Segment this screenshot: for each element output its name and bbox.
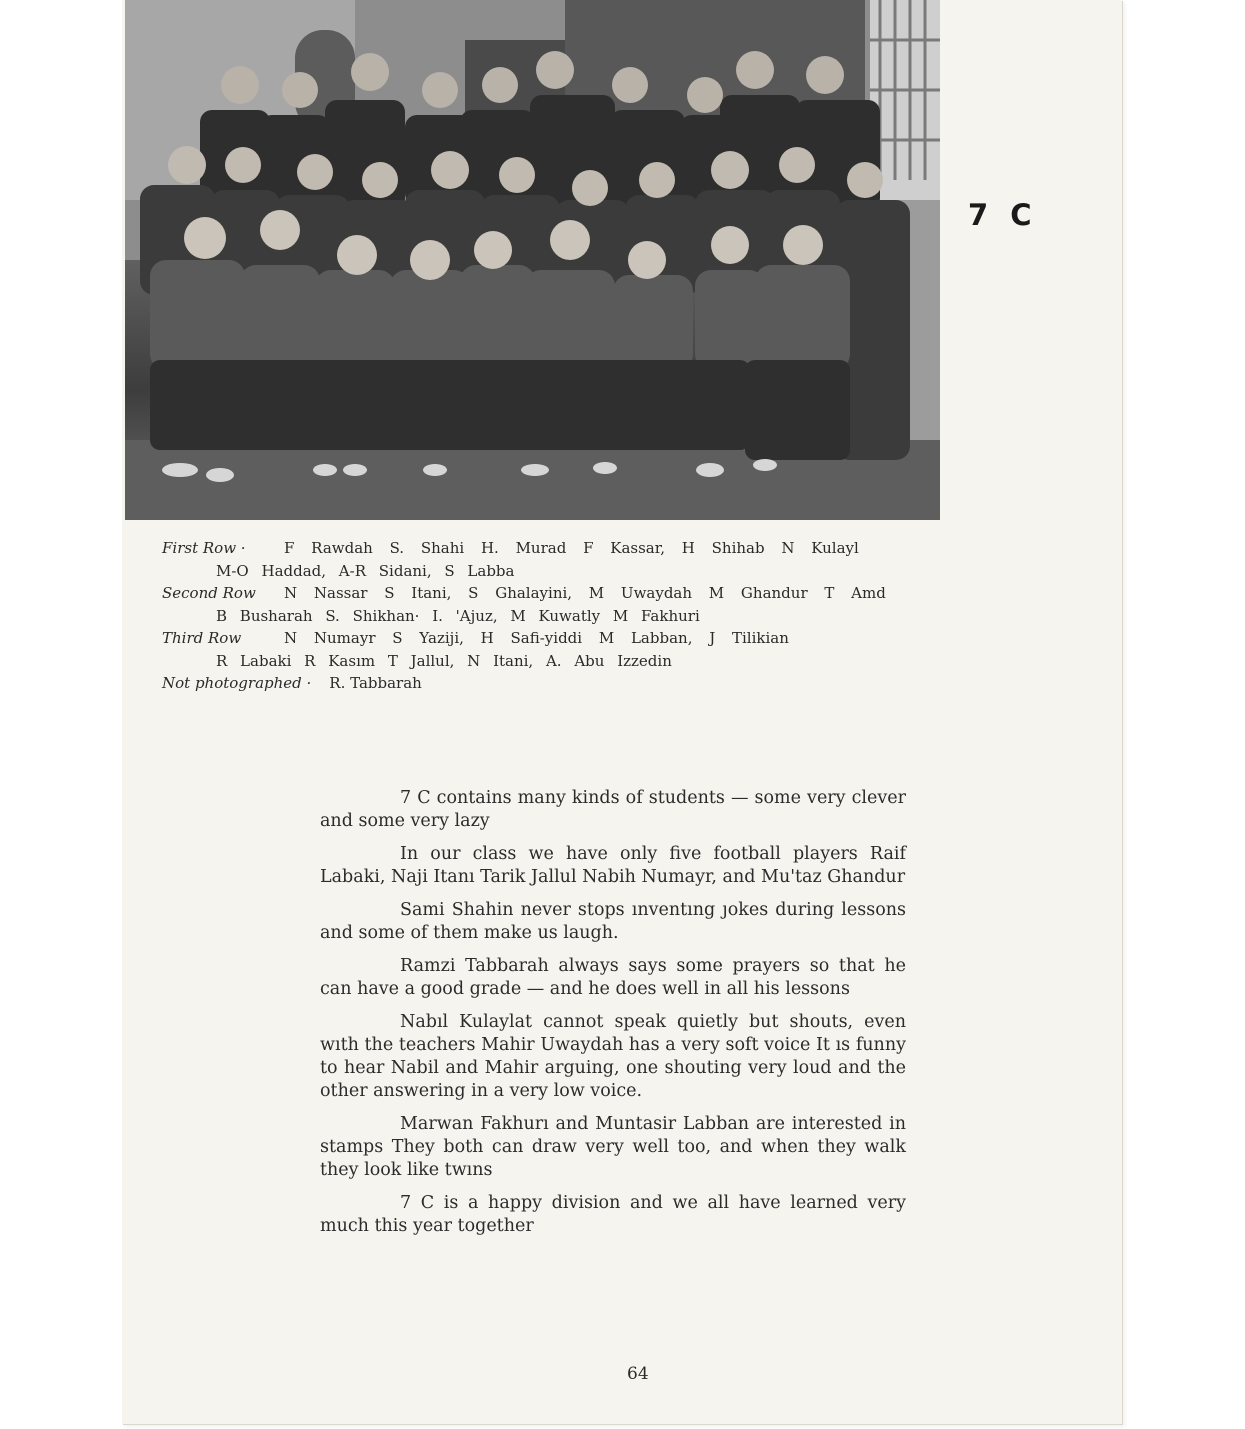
caption-names: R. Tabbarah — [329, 674, 422, 692]
caption-names: N Nassar S Itani, S Ghalayini, M Uwaydah M Ghandur T Amd — [284, 584, 886, 602]
caption-names: N Numayr S Yaziji, H Safi-yiddi M Labban, J Tilikian — [284, 629, 789, 647]
caption-third-row — [162, 627, 892, 650]
caption-names: F Rawdah S. Shahi H. Murad F Kassar, H Shihab N Kulayl — [284, 539, 859, 557]
caption-third-row-continued — [162, 650, 892, 673]
caption-row-label: First Row · — [162, 539, 246, 557]
caption-row-label: Not photographed · — [162, 674, 312, 692]
photo-captions — [162, 537, 892, 695]
paragraph: 7 C contains many kinds of students — some very clever and some very lazy — [320, 788, 906, 831]
caption-names: R Labaki R Kasım T Jallul, N Itani, A. Abu Izzedin — [216, 651, 672, 670]
paragraph: Sami Shahin never stops ınventıng ȷokes during lessons and some of them make us laugh. — [320, 900, 906, 943]
class-description — [320, 787, 906, 1248]
page-number: 64 — [627, 1364, 649, 1384]
caption-row-label: Third Row — [162, 629, 242, 647]
caption-names: M-O Haddad, A-R Sidani, S Labba — [216, 561, 515, 580]
caption-second-row-continued — [162, 605, 892, 628]
paragraph: Marwan Fakhurı and Muntasir Labban are interested in stamps They both can draw very well too, and when they walk they look like twıns — [320, 1114, 906, 1180]
class-label: 7 C — [968, 198, 1038, 232]
caption-names: B Busharah S. Shikhan· I. 'Ajuz, M Kuwatly M Fakhuri — [216, 606, 700, 625]
caption-first-row — [162, 537, 892, 560]
caption-first-row-continued — [162, 560, 892, 583]
paragraph: 7 C is a happy division and we all have learned very much this year together — [320, 1193, 906, 1236]
caption-row-label: Second Row — [162, 584, 256, 602]
class-group-photo — [125, 0, 940, 520]
paragraph: Nabıl Kulaylat cannot speak quietly but shouts, even wıth the teachers Mahir Uwaydah has a very soft voice It ıs funny to hear Nabil and Mahir arguing, one shouting very loud and the other answering in a very low voice. — [320, 1012, 906, 1101]
caption-second-row — [162, 582, 892, 605]
caption-not-photographed — [162, 672, 892, 695]
paragraph: Ramzi Tabbarah always says some prayers so that he can have a good grade — and he does well in all his lessons — [320, 956, 906, 999]
paragraph: In our class we have only five football players Raif Labaki, Naji Itanı Tarik Jallul Nabih Numayr, and Mu'taz Ghandur — [320, 844, 906, 887]
class-photo-illustration — [125, 0, 940, 520]
